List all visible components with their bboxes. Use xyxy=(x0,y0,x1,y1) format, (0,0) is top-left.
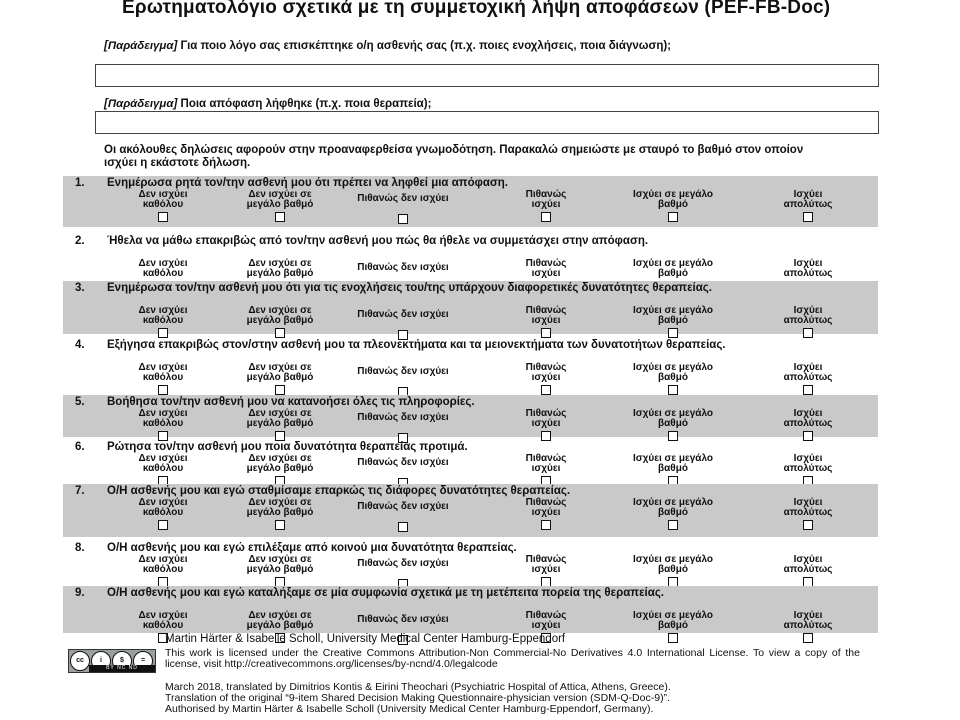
option-label: Ισχύει xyxy=(793,497,823,508)
option-label: απολύτως xyxy=(783,620,833,631)
question-text: Ενημέρωσα τον/την ασθενή μου ότι για τις ενοχλήσεις του/της υπάρχουν διαφορετικές δυνατότητες θεραπείας. xyxy=(107,282,712,294)
response-option xyxy=(618,190,728,225)
response-checkbox[interactable] xyxy=(275,212,285,222)
option-label: ισχύει xyxy=(531,564,561,575)
response-checkbox[interactable] xyxy=(158,212,168,222)
creative-commons-badge xyxy=(68,649,156,673)
response-option xyxy=(491,555,601,590)
instructions: Οι ακόλουθες δηλώσεις αφορούν στην προαναφερθείσα γνωμοδότηση. Παρακαλώ σημειώστε με σταυρό το βαθμό στον οποίον ισχύει η εκάστοτε δήλωση. xyxy=(104,144,804,169)
question-3 xyxy=(63,281,878,334)
response-checkbox[interactable] xyxy=(398,214,408,224)
option-label xyxy=(348,423,458,431)
option-label: Ισχύει xyxy=(793,305,823,316)
question-text: Ο/Η ασθενής μου και εγώ καταλήξαμε σε μία συμφωνία σχετικά με τη μετέπειτα πορεία της θεραπείας. xyxy=(107,587,664,599)
option-label: καθόλου xyxy=(142,564,184,575)
option-label: Ισχύει σε μεγάλο xyxy=(633,497,713,508)
option-label: απολύτως xyxy=(783,507,833,518)
option-label: Πιθανώς xyxy=(525,258,567,269)
option-label: βαθμό xyxy=(658,268,688,279)
response-checkbox[interactable] xyxy=(803,328,813,338)
question-number: 1. xyxy=(75,177,85,189)
response-option xyxy=(753,555,863,590)
option-label: Πιθανώς δεν ισχύει xyxy=(357,309,449,320)
option-label: Πιθανώς xyxy=(525,453,567,464)
response-checkbox[interactable] xyxy=(803,633,813,643)
translation-line: Authorised by Martin Härter & Isabelle Scholl (University Medical Center Hamburg-Eppendorf, Germany). xyxy=(165,703,654,715)
option-label: ισχύει xyxy=(531,620,561,631)
question-5 xyxy=(63,395,878,437)
option-label xyxy=(348,512,458,520)
option-label xyxy=(348,320,458,328)
response-option xyxy=(348,502,458,535)
option-label: καθόλου xyxy=(142,507,184,518)
question-text: Ενημέρωσα ρητά τον/την ασθενή μου ότι πρέπει να ληφθεί μια απόφαση. xyxy=(107,177,508,189)
option-label: Ισχύει xyxy=(793,189,823,200)
question-text: Ρώτησα τον/την ασθενή μου ποια δυνατότητα θεραπείας προτιμά. xyxy=(107,441,468,453)
question-number: 8. xyxy=(75,542,85,554)
option-label: Ισχύει σε μεγάλο xyxy=(633,258,713,269)
question-text: Ήθελα να μάθω επακριβώς από τον/την ασθενή μου πώς θα ήθελε να συμμετάσχει στην απόφαση. xyxy=(107,235,649,247)
question-text: Βοήθησα τον/την ασθενή μου να κατανοήσει όλες τις πληροφορίες. xyxy=(107,396,475,408)
example-tag: [Παράδειγμα] xyxy=(104,98,178,110)
question-4 xyxy=(63,338,878,389)
response-option xyxy=(108,409,218,444)
response-option xyxy=(618,306,728,341)
question-7 xyxy=(63,484,878,537)
option-label: καθόλου xyxy=(142,372,184,383)
response-option xyxy=(753,611,863,646)
cc-badge-strip: BY NC ND xyxy=(89,665,155,672)
option-label: Δεν ισχύει σε xyxy=(248,453,312,464)
response-option xyxy=(753,498,863,533)
option-label: απολύτως xyxy=(783,315,833,326)
option-label: ισχύει xyxy=(531,372,561,383)
option-label: Ισχύει σε μεγάλο xyxy=(633,554,713,565)
response-option xyxy=(108,555,218,590)
response-checkbox[interactable] xyxy=(541,385,551,395)
response-option xyxy=(618,555,728,590)
option-label: βαθμό xyxy=(658,564,688,575)
option-label: Δεν ισχύει xyxy=(138,258,188,269)
option-label: Δεν ισχύει σε xyxy=(248,497,312,508)
option-label: Δεν ισχύει xyxy=(138,610,188,621)
question-8 xyxy=(63,541,878,583)
option-label: βαθμό xyxy=(658,418,688,429)
response-checkbox[interactable] xyxy=(158,385,168,395)
option-label: βαθμό xyxy=(658,463,688,474)
option-label: Δεν ισχύει σε xyxy=(248,610,312,621)
question-number: 6. xyxy=(75,441,85,453)
option-label: Δεν ισχύει xyxy=(138,362,188,373)
response-option xyxy=(753,306,863,341)
response-checkbox[interactable] xyxy=(275,520,285,530)
response-option xyxy=(491,409,601,444)
option-label: Πιθανώς δεν ισχύει xyxy=(357,614,449,625)
option-label: Πιθανώς xyxy=(525,305,567,316)
option-label: μεγάλο βαθμό xyxy=(246,418,314,429)
response-option xyxy=(348,194,458,227)
option-label: ισχύει xyxy=(531,268,561,279)
option-label: μεγάλο βαθμό xyxy=(246,315,314,326)
option-label: απολύτως xyxy=(783,463,833,474)
response-option xyxy=(225,190,335,225)
license-text: This work is licensed under the Creative Commons Attribution-Non Commercial-No Derivatives 4.0 International License. To view a copy of the license, visit http://creativecommons.org/licenses/by-ncnd/4.0/legalcode xyxy=(165,647,860,670)
response-checkbox[interactable] xyxy=(668,212,678,222)
footer-authors: Martin Härter & Isabelle Scholl, University Medical Center Hamburg-Eppendorf xyxy=(165,633,566,645)
question-9 xyxy=(63,586,878,633)
question-number: 9. xyxy=(75,587,85,599)
option-label: μεγάλο βαθμό xyxy=(246,268,314,279)
option-label xyxy=(348,625,458,633)
option-label: απολύτως xyxy=(783,268,833,279)
response-option xyxy=(753,190,863,225)
option-label: Ισχύει σε μεγάλο xyxy=(633,408,713,419)
option-label: Ισχύει xyxy=(793,408,823,419)
option-label: Δεν ισχύει σε xyxy=(248,305,312,316)
question-number: 3. xyxy=(75,282,85,294)
option-label: καθόλου xyxy=(142,268,184,279)
form-title: Ερωτηματολόγιο σχετικά με τη συμμετοχική λήψη αποφάσεων (PEF-FB-Doc) xyxy=(122,0,831,18)
question-text: Ο/Η ασθενής μου και εγώ σταθμίσαμε επαρκώς τις διάφορες δυνατότητες θεραπείας. xyxy=(107,485,571,497)
option-label: Ισχύει σε μεγάλο xyxy=(633,362,713,373)
option-label: καθόλου xyxy=(142,620,184,631)
option-label: ισχύει xyxy=(531,199,561,210)
option-label: Ισχύει xyxy=(793,610,823,621)
option-label: Δεν ισχύει σε xyxy=(248,189,312,200)
response-checkbox[interactable] xyxy=(803,212,813,222)
option-label xyxy=(348,569,458,577)
response-option xyxy=(491,190,601,225)
option-label: απολύτως xyxy=(783,418,833,429)
option-label: μεγάλο βαθμό xyxy=(246,564,314,575)
option-label: Πιθανώς δεν ισχύει xyxy=(357,501,449,512)
decision-answer-field[interactable] xyxy=(95,111,879,134)
option-label: Πιθανώς xyxy=(525,408,567,419)
noncommercial-icon: $ xyxy=(112,651,132,671)
option-label xyxy=(348,204,458,212)
response-option xyxy=(108,363,218,398)
response-checkbox[interactable] xyxy=(803,385,813,395)
option-label: βαθμό xyxy=(658,507,688,518)
option-label: μεγάλο βαθμό xyxy=(246,372,314,383)
question-number: 7. xyxy=(75,485,85,497)
option-label: Πιθανώς δεν ισχύει xyxy=(357,412,449,423)
translation-line: Translation of the original “9-item Shared Decision Making Questionnaire-physician version (SDM-Q-Doc-9)”. xyxy=(165,692,670,704)
response-checkbox[interactable] xyxy=(398,522,408,532)
question-number: 4. xyxy=(75,339,85,351)
option-label: Πιθανώς xyxy=(525,497,567,508)
translation-line: March 2018, translated by Dimitrios Kontis & Eirini Theochari (Psychiatric Hospital of Attica, Athens, Greece). xyxy=(165,681,671,693)
option-label: μεγάλο βαθμό xyxy=(246,463,314,474)
option-label: Πιθανώς xyxy=(525,554,567,565)
response-checkbox[interactable] xyxy=(668,328,678,338)
option-label: Ισχύει σε μεγάλο xyxy=(633,305,713,316)
response-option xyxy=(225,498,335,533)
option-label: Ισχύει xyxy=(793,554,823,565)
option-label: Ισχύει σε μεγάλο xyxy=(633,453,713,464)
option-label: Δεν ισχύει σε xyxy=(248,408,312,419)
response-checkbox[interactable] xyxy=(803,520,813,530)
option-label: καθόλου xyxy=(142,463,184,474)
response-option xyxy=(108,498,218,533)
option-label: Ισχύει xyxy=(793,453,823,464)
response-option xyxy=(618,363,728,398)
option-label: ισχύει xyxy=(531,463,561,474)
option-label: ισχύει xyxy=(531,418,561,429)
response-option xyxy=(225,306,335,341)
question-number: 5. xyxy=(75,396,85,408)
option-label: Δεν ισχύει xyxy=(138,554,188,565)
response-checkbox[interactable] xyxy=(668,385,678,395)
option-label: Δεν ισχύει σε xyxy=(248,362,312,373)
option-label: Πιθανώς δεν ισχύει xyxy=(357,262,449,273)
option-label xyxy=(348,273,458,281)
option-label: ισχύει xyxy=(531,507,561,518)
response-checkbox[interactable] xyxy=(541,328,551,338)
option-label: μεγάλο βαθμό xyxy=(246,620,314,631)
response-option xyxy=(108,190,218,225)
response-option xyxy=(491,306,601,341)
option-label: Δεν ισχύει σε xyxy=(248,554,312,565)
option-label: Ισχύει xyxy=(793,362,823,373)
example-text: Για ποιο λόγο σας επισκέπτηκε ο/η ασθενής σας (π.χ. ποιες ενοχλήσεις, ποια διάγνωση); xyxy=(177,40,672,52)
option-label xyxy=(348,377,458,385)
noderivatives-icon: = xyxy=(133,651,153,671)
example-question-decision xyxy=(104,98,824,111)
response-option xyxy=(618,498,728,533)
option-label: Δεν ισχύει xyxy=(138,189,188,200)
question-1 xyxy=(63,176,878,227)
response-checkbox[interactable] xyxy=(541,520,551,530)
option-label: βαθμό xyxy=(658,315,688,326)
option-label: καθόλου xyxy=(142,199,184,210)
reason-answer-field[interactable] xyxy=(95,64,879,87)
option-label: απολύτως xyxy=(783,372,833,383)
response-option xyxy=(618,409,728,444)
option-label: απολύτως xyxy=(783,199,833,210)
option-label: βαθμό xyxy=(658,620,688,631)
attribution-icon: i xyxy=(91,651,111,671)
response-checkbox[interactable] xyxy=(668,520,678,530)
option-label: μεγάλο βαθμό xyxy=(246,507,314,518)
option-label: μεγάλο βαθμό xyxy=(246,199,314,210)
option-label: Πιθανώς δεν ισχύει xyxy=(357,457,449,468)
question-text: Ο/Η ασθενής μου και εγώ επιλέξαμε από κοινού μια δυνατότητα θεραπείας. xyxy=(107,542,517,554)
option-label: Δεν ισχύει xyxy=(138,453,188,464)
response-option xyxy=(753,363,863,398)
response-checkbox[interactable] xyxy=(541,212,551,222)
option-label: Ισχύει σε μεγάλο xyxy=(633,189,713,200)
option-label xyxy=(348,468,458,476)
response-option xyxy=(225,409,335,444)
question-number: 2. xyxy=(75,235,85,247)
option-label: Δεν ισχύει xyxy=(138,305,188,316)
option-label: Πιθανώς δεν ισχύει xyxy=(357,558,449,569)
cc-icon: cc xyxy=(70,651,90,671)
example-question-reason xyxy=(104,40,824,53)
response-option xyxy=(225,363,335,398)
example-text: Ποια απόφαση λήφθηκε (π.χ. ποια θεραπεία); xyxy=(177,98,432,110)
option-label: Ισχύει σε μεγάλο xyxy=(633,610,713,621)
option-label: Πιθανώς xyxy=(525,610,567,621)
response-option xyxy=(491,363,601,398)
response-checkbox[interactable] xyxy=(275,385,285,395)
question-2 xyxy=(63,234,878,279)
response-option xyxy=(618,611,728,646)
response-checkbox[interactable] xyxy=(158,520,168,530)
response-option xyxy=(491,498,601,533)
option-label: Πιθανώς xyxy=(525,362,567,373)
option-label: ισχύει xyxy=(531,315,561,326)
response-checkbox[interactable] xyxy=(668,633,678,643)
response-option xyxy=(108,306,218,341)
option-label: Πιθανώς δεν ισχύει xyxy=(357,366,449,377)
option-label: απολύτως xyxy=(783,564,833,575)
option-label: Πιθανώς δεν ισχύει xyxy=(357,193,449,204)
option-label: Πιθανώς xyxy=(525,189,567,200)
response-checkbox[interactable] xyxy=(158,328,168,338)
option-label: καθόλου xyxy=(142,315,184,326)
question-6 xyxy=(63,440,878,482)
option-label: Δεν ισχύει xyxy=(138,497,188,508)
example-tag: [Παράδειγμα] xyxy=(104,40,178,52)
option-label: βαθμό xyxy=(658,372,688,383)
option-label: Ισχύει xyxy=(793,258,823,269)
option-label: Δεν ισχύει σε xyxy=(248,258,312,269)
question-text: Εξήγησα επακριβώς στον/στην ασθενή μου τα πλεονεκτήματα και τα μειονεκτήματα των δυνατοτήτων θεραπείας. xyxy=(107,339,726,351)
translation-note xyxy=(165,682,865,715)
response-option xyxy=(753,409,863,444)
option-label: βαθμό xyxy=(658,199,688,210)
response-option xyxy=(225,555,335,590)
option-label: Δεν ισχύει xyxy=(138,408,188,419)
option-label: καθόλου xyxy=(142,418,184,429)
response-checkbox[interactable] xyxy=(275,328,285,338)
